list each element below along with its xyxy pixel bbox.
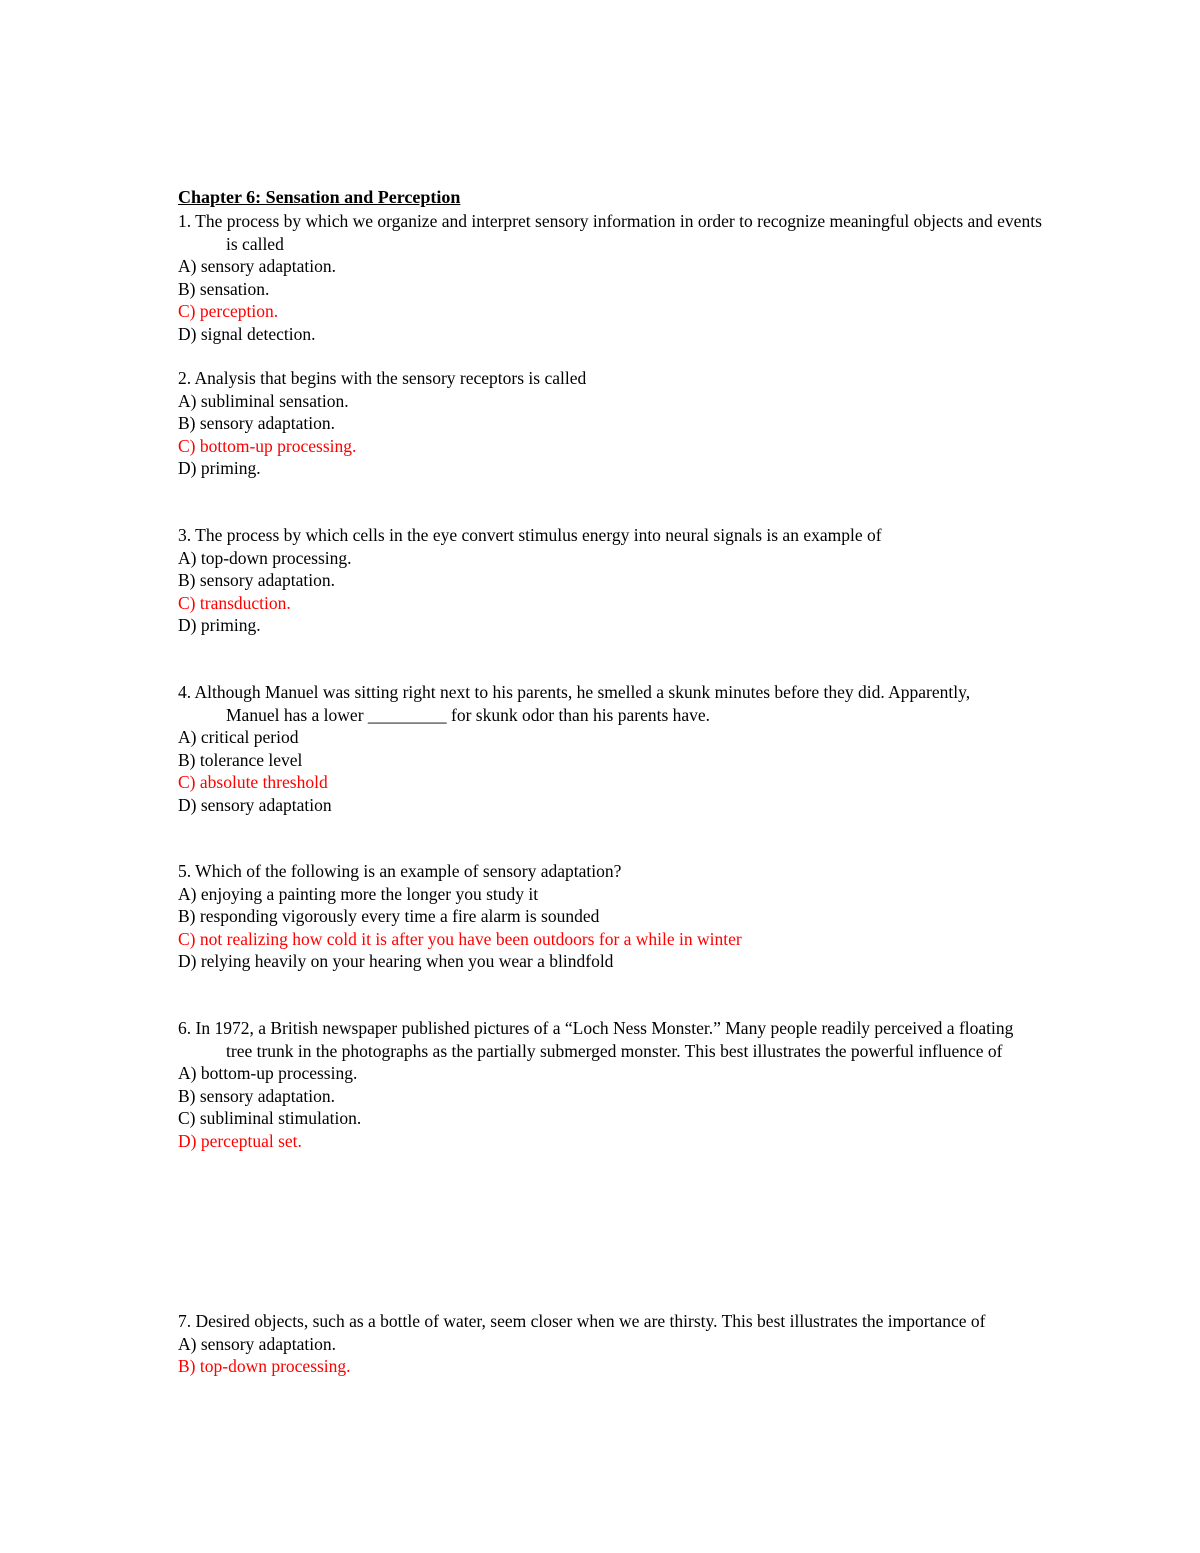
- answer-option: B) responding vigorously every time a fire alarm is sounded: [178, 906, 600, 927]
- answer-option: D) relying heavily on your hearing when you wear a blindfold: [178, 951, 614, 972]
- answer-option: A) enjoying a painting more the longer you study it: [178, 883, 539, 904]
- correct-answer-option: C) bottom-up processing.: [178, 435, 357, 456]
- question-6: [178, 1017, 1018, 1153]
- question-stem: 6. In 1972, a British newspaper published pictures of a “Loch Ness Monster.” Many people readily perceived a floating tree trunk in the photographs as the partially submerged monster. This best illustrates the powerful influence of: [178, 1018, 1014, 1061]
- correct-answer-option: C) transduction.: [178, 592, 291, 613]
- question-4: [178, 681, 1018, 817]
- correct-answer-option: C) absolute threshold: [178, 772, 328, 793]
- answer-option: C) subliminal stimulation.: [178, 1108, 362, 1129]
- question-stem: 1. The process by which we organize and interpret sensory information in order to recognize meaningful objects and events is called: [178, 211, 1042, 254]
- question-3: [178, 524, 1018, 637]
- answer-option: A) bottom-up processing.: [178, 1063, 358, 1084]
- question-stem: 7. Desired objects, such as a bottle of water, seem closer when we are thirsty. This best illustrates the importance of: [178, 1311, 986, 1331]
- correct-answer-option: B) top-down processing.: [178, 1356, 351, 1377]
- answer-option: D) priming.: [178, 458, 261, 479]
- answer-option: A) subliminal sensation.: [178, 390, 349, 411]
- question-2: [178, 367, 1018, 480]
- answer-option: A) top-down processing.: [178, 547, 352, 568]
- question-stem: 2. Analysis that begins with the sensory receptors is called: [178, 368, 587, 388]
- answer-option: D) sensory adaptation: [178, 794, 332, 815]
- question-stem: 3. The process by which cells in the eye convert stimulus energy into neural signals is an example of: [178, 525, 882, 545]
- question-stem: 4. Although Manuel was sitting right next to his parents, he smelled a skunk minutes before they did. Apparently, Manuel has a lower _________ for skunk odor than his parents have.: [178, 682, 971, 725]
- answer-option: D) signal detection.: [178, 323, 316, 344]
- chapter-title: Chapter 6: Sensation and Perception: [178, 187, 461, 207]
- answer-option: D) priming.: [178, 615, 261, 636]
- answer-option: B) sensory adaptation.: [178, 570, 335, 591]
- answer-option: B) tolerance level: [178, 749, 303, 770]
- correct-answer-option: C) perception.: [178, 301, 279, 322]
- correct-answer-option: C) not realizing how cold it is after you have been outdoors for a while in winter: [178, 928, 742, 949]
- answer-option: A) sensory adaptation.: [178, 256, 336, 277]
- correct-answer-option: D) perceptual set.: [178, 1130, 302, 1151]
- question-stem: 5. Which of the following is an example of sensory adaptation?: [178, 861, 622, 881]
- question-1: [178, 210, 1042, 346]
- answer-option: A) sensory adaptation.: [178, 1333, 336, 1354]
- question-7: [178, 1310, 1018, 1378]
- answer-option: B) sensory adaptation.: [178, 413, 335, 434]
- answer-option: A) critical period: [178, 727, 299, 748]
- question-5: [178, 860, 1018, 973]
- answer-option: B) sensation.: [178, 278, 270, 299]
- answer-option: B) sensory adaptation.: [178, 1085, 335, 1106]
